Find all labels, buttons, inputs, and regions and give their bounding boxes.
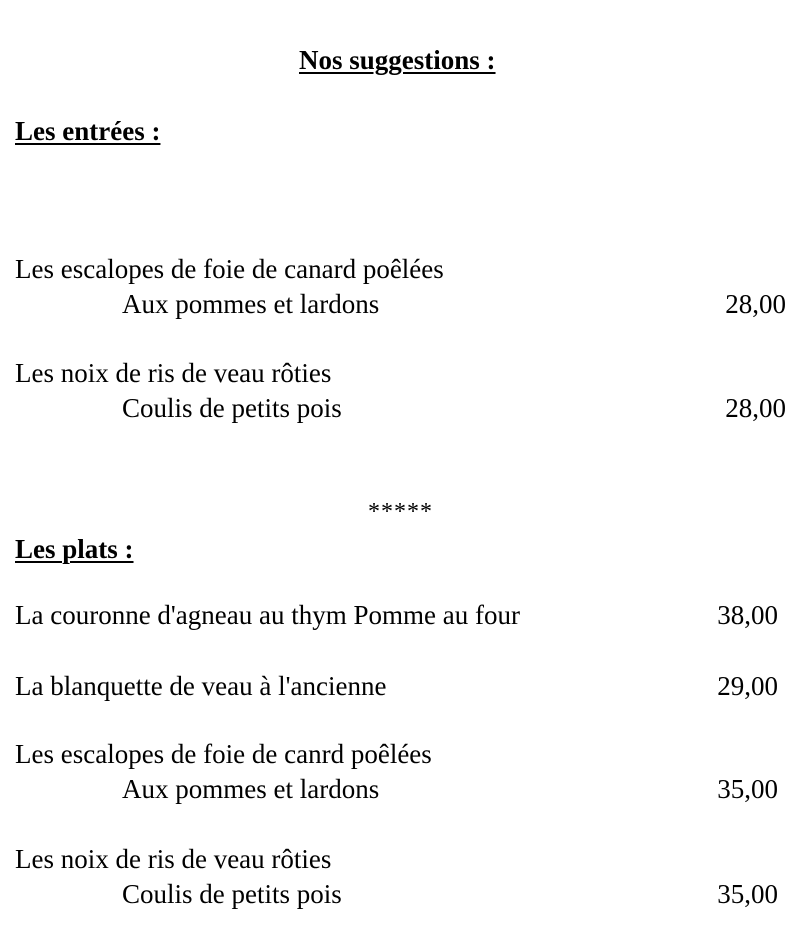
plat-1-name: La couronne d'agneau au thym Pomme au four [15,600,520,630]
entrees-heading: Les entrées : [15,116,161,146]
plats-heading: Les plats : [15,534,134,564]
entree-2-name: Les noix de ris de veau rôties [15,358,332,388]
plat-2-price: 29,00 [717,671,778,701]
entree-1-price: 28,00 [725,289,786,319]
plat-4-detail: Coulis de petits pois [122,879,342,909]
entree-2-detail: Coulis de petits pois [122,393,342,423]
plat-3-detail: Aux pommes et lardons [122,774,380,804]
entree-2-price: 28,00 [725,393,786,423]
entree-1-detail: Aux pommes et lardons [122,289,380,319]
plat-4-name: Les noix de ris de veau rôties [15,844,332,874]
plat-4-price: 35,00 [717,879,778,909]
plat-1-price: 38,00 [717,600,778,630]
entree-1-name: Les escalopes de foie de canard poêlées [15,254,444,284]
plat-3-price: 35,00 [717,774,778,804]
page-title: Nos suggestions : [299,45,496,75]
plat-2-name: La blanquette de veau à l'ancienne [15,671,387,701]
plat-3-name: Les escalopes de foie de canrd poêlées [15,739,432,769]
section-separator: ***** [368,499,433,525]
